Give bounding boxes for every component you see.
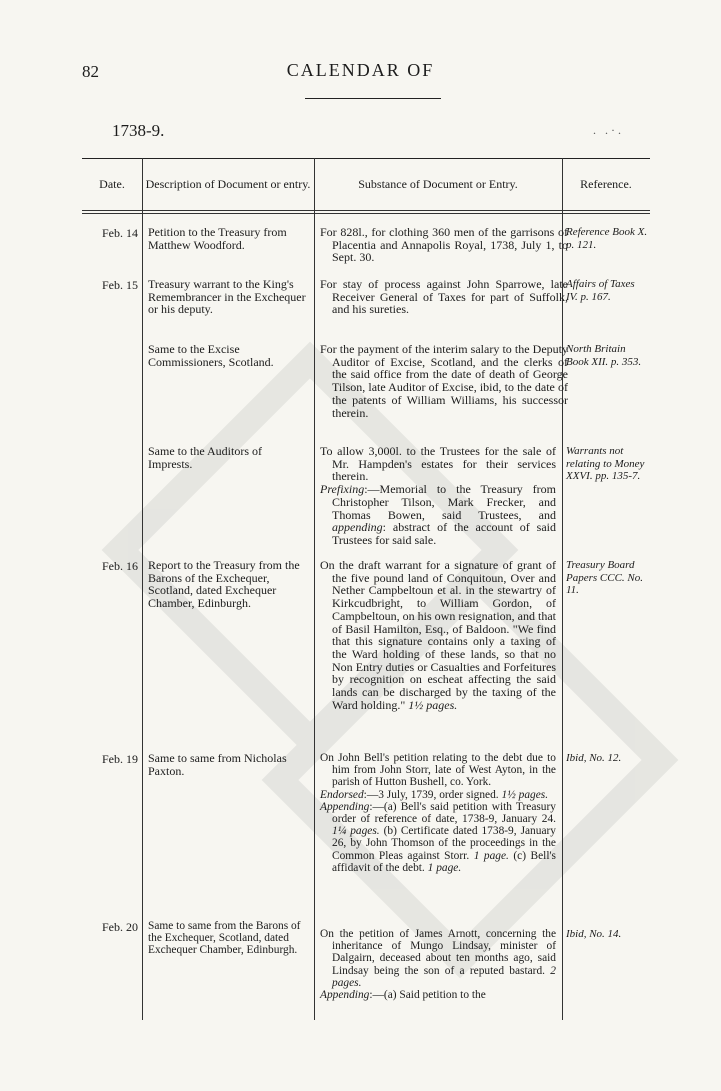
- print-specks: . .·.: [593, 123, 624, 137]
- endorsed-label: Endorsed: [320, 788, 364, 801]
- entry-substance: [320, 928, 556, 1001]
- substance-main: On the draft warrant for a signature of grant of the five pound land of Conquitoun, Over and Nether Campbeltoun et al. in the stewartry of Kirkcudbright, to William Gordon, of Campbeltoun, on his own resignation, and that of Basil Hamilton, Esq., of Baldoon. "We find that this signature contains only a taxing of the Ward holding of these lands, so that no Non Entry duties or Casualties and Forfeitures by recognition on escheat affecting the said lands can be discharged by the taxing of the Ward holding.": [320, 558, 556, 712]
- substance-pages: 2 pages.: [332, 964, 556, 989]
- entry-reference: North Britain Book XII. p. 353.: [566, 343, 642, 368]
- column-header-date: Date.: [99, 176, 125, 191]
- entry-reference: Treasury Board Papers CCC. No. 11.: [566, 559, 644, 596]
- appending-c: (c) Bell's affidavit of the debt.: [332, 849, 556, 874]
- substance-pages: 1½ pages.: [408, 697, 458, 712]
- entry-reference: Ibid, No. 14.: [566, 928, 622, 940]
- appending-b: (b) Certificate dated 1738-9, January 26, by John Thomson of the proceedings in the Common Pleas against Storr.: [332, 825, 556, 862]
- entry-substance: For stay of process against John Sparrowe, late Receiver General of Taxes for part of Suffolk, and his sureties.: [320, 277, 568, 317]
- prefixing-text: :—Memorial to the Treasury from Christopher Tilson, Mark Frecker, and Thomas Bowen, said Trustees, and: [332, 482, 556, 522]
- entry-description: Petition to the Treasury from Matthew Woodford.: [148, 225, 287, 252]
- substance-main: On the petition of James Arnott, concerning the inheritance of Mungo Lindsay, minister of Dalgairn, deceased about ten months ago, said Lindsay being the son of a reputed bastard.: [320, 928, 556, 977]
- year-heading: 1738-9.: [112, 121, 165, 140]
- entry-date: Feb. 15: [102, 278, 138, 292]
- entry-substance: [320, 752, 556, 874]
- appending-label: Appending: [320, 989, 370, 1002]
- running-head: CALENDAR OF: [286, 60, 435, 80]
- prefixing-label: Prefixing: [320, 482, 365, 497]
- header-rule-double: [82, 213, 650, 214]
- page-number: 82: [82, 62, 99, 81]
- column-header-substance: Substance of Document or Entry.: [358, 176, 518, 191]
- entry-date: Feb. 19: [102, 752, 138, 766]
- calendar-table: [82, 158, 650, 1020]
- appending-text: : abstract of the account of said Trustees for said sale.: [332, 520, 556, 547]
- head-rule: [305, 98, 441, 99]
- appending-text: :—(a) Said petition to the: [369, 989, 486, 1002]
- entry-description: Report to the Treasury from the Barons of the Exchequer, Scotland, dated Exchequer Chamber, Edinburgh.: [148, 558, 300, 611]
- endorsed-pages: 1½ pages.: [501, 788, 549, 801]
- endorsed-text: :—3 July, 1739, order signed.: [363, 788, 499, 801]
- entry-date: Feb. 14: [102, 226, 138, 240]
- column-header-description: Description of Document or entry.: [145, 176, 311, 191]
- entry-reference: Reference Book X. p. 121.: [566, 226, 648, 251]
- appending-text: :—(a) Bell's said petition with Treasury order of reference of date, 1738-9, January 24.: [332, 800, 556, 826]
- column-header-reference: Reference.: [580, 176, 632, 191]
- entry-substance: For 828l., for clothing 360 men of the garrisons of Placentia and Annapolis Royal, 1738, July 1, to Sept. 30.: [320, 225, 568, 265]
- substance-main: To allow 3,000l. to the Trustees for the sale of Mr. Hampden's estates for their services therein.: [320, 444, 556, 484]
- appending-pages-c: 1 page.: [427, 861, 462, 874]
- appending-pages-b: 1 page.: [473, 849, 509, 862]
- substance-main: On John Bell's petition relating to the debt due to him from John Storr, late of West Ayton, in the parish of Hutton Bushell, co. York.: [320, 752, 556, 789]
- entry-reference: Warrants not relating to Money XXVI. pp. 135-7.: [566, 445, 645, 482]
- entry-description: Treasury warrant to the King's Remembrancer in the Exchequer or his deputy.: [148, 277, 306, 317]
- entry-date: Feb. 20: [102, 920, 138, 934]
- appending-pages-a: 1¼ pages.: [332, 825, 380, 838]
- appending-label: Appending: [320, 800, 370, 813]
- entry-substance: [320, 445, 556, 547]
- entry-substance: For the payment of the interim salary to the Deputy Auditor of Excise, Scotland, and the clerks of the said office from the date of death of George Tilson, late Auditor of Excise, ibid, to the date of the patents of William Williams, his successor therein.: [320, 342, 568, 420]
- entry-description: Same to the Auditors of Imprests.: [148, 444, 262, 471]
- column-divider: [142, 158, 143, 1020]
- column-divider: [314, 158, 315, 1020]
- entry-substance: [320, 559, 556, 711]
- entry-reference: Affairs of Taxes IV. p. 167.: [566, 278, 635, 303]
- entry-description: Same to same from the Barons of the Exchequer, Scotland, dated Exchequer Chamber, Edinburgh.: [148, 920, 301, 957]
- entry-reference: Ibid, No. 12.: [566, 752, 622, 764]
- entry-date: Feb. 16: [102, 559, 138, 573]
- entry-description: Same to same from Nicholas Paxton.: [148, 751, 287, 778]
- header-rule: [82, 210, 650, 211]
- entry-description: Same to the Excise Commissioners, Scotland.: [148, 342, 274, 369]
- appending-label: appending: [332, 520, 383, 535]
